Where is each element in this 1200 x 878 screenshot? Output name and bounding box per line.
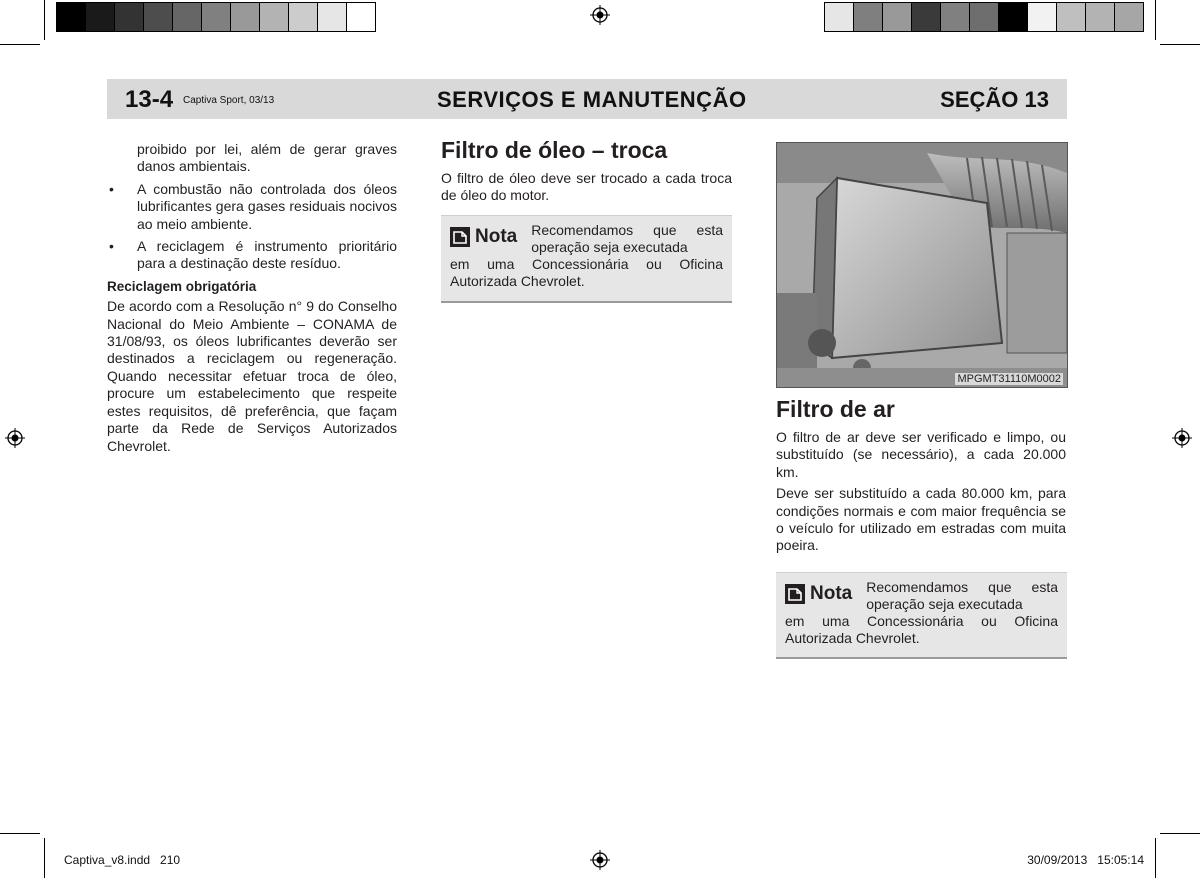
color-swatch [1057, 3, 1086, 31]
paragraph: De acordo com a Resolução n° 9 do Conselho Nacional do Meio Ambiente – CONAMA de 31/08/93, os óleos lubrificantes deverão ser destinados a reciclagem ou regeneração. Quando necessitar efetuar troca de óleo, procure um estabelecimento que respeite estes requisitos, dê preferência, que façam parte da Rede de Serviços Autorizados Chevrolet. [107, 298, 397, 454]
right-column [776, 396, 1066, 555]
continuation-text: proibido por lei, além de gerar graves danos ambientais. [137, 141, 397, 175]
crop-mark [44, 838, 45, 878]
color-swatch [318, 3, 347, 31]
color-swatch [941, 3, 970, 31]
section-label: SEÇÃO 13 [940, 87, 1049, 112]
color-swatch [825, 3, 854, 31]
section-title: Filtro de ar [776, 396, 895, 422]
note-text: Recomendamos que esta operação seja executada [531, 222, 723, 255]
crop-mark [1160, 44, 1200, 45]
note-icon [450, 227, 470, 247]
color-swatch [1086, 3, 1115, 31]
paragraph: O filtro de ar deve ser verificado e limpo, ou substituído (se necessário), a cada 20.000 km. [776, 429, 1066, 480]
list-item [107, 181, 397, 233]
engine-bay-image [777, 143, 1067, 387]
color-swatch [347, 3, 375, 31]
color-swatch [912, 3, 941, 31]
color-swatch [970, 3, 999, 31]
registration-mark-icon [590, 850, 610, 870]
section-title: Filtro de óleo – troca [441, 137, 668, 163]
header-subtitle: Captiva Sport, 03/13 [183, 95, 275, 106]
paragraph: Deve ser substituído a cada 80.000 km, para condições normais e com maior frequência se o veículo for utilizado em estradas com muita poeira. [776, 485, 1066, 554]
bullet-icon: • [109, 180, 114, 197]
color-swatch [260, 3, 289, 31]
note-box [776, 572, 1067, 659]
crop-mark [0, 833, 40, 834]
air-filter-photo [776, 142, 1068, 388]
color-bar-right [824, 2, 1144, 32]
color-swatch [883, 3, 912, 31]
bullet-text: A reciclagem é instrumento prioritário para a destinação deste resíduo. [137, 238, 397, 272]
color-swatch [854, 3, 883, 31]
bullet-icon: • [109, 238, 114, 255]
color-swatch [1028, 3, 1057, 31]
color-swatch [144, 3, 173, 31]
footer-timestamp: 30/09/2013 15:05:14 [1027, 853, 1144, 867]
color-swatch [86, 3, 115, 31]
registration-mark-icon [1172, 428, 1192, 448]
chapter-title: SERVIÇOS E MANUTENÇÃO [437, 87, 747, 112]
note-text: Recomendamos que esta operação seja executada [866, 579, 1058, 612]
registration-mark-icon [590, 5, 610, 25]
color-swatch [1115, 3, 1143, 31]
note-icon [785, 584, 805, 604]
note-text-continued: em uma Concessionária ou Oficina Autorizada Chevrolet. [450, 256, 723, 289]
note-text-continued: em uma Concessionária ou Oficina Autorizada Chevrolet. [785, 613, 1058, 646]
crop-mark [0, 44, 40, 45]
list-item [107, 238, 397, 273]
page-header [107, 79, 1067, 119]
page-number: 13-4 [125, 86, 174, 113]
bullet-text: A combustão não controlada dos óleos lubrificantes gera gases residuais nocivos ao meio ambiente. [137, 180, 397, 232]
color-swatch [115, 3, 144, 31]
registration-mark-icon [5, 428, 25, 448]
color-swatch [57, 3, 86, 31]
color-swatch [173, 3, 202, 31]
crop-mark [44, 0, 45, 40]
color-swatch [999, 3, 1028, 31]
crop-mark [1160, 833, 1200, 834]
paragraph: O filtro de óleo deve ser trocado a cada troca de óleo do motor. [441, 170, 732, 204]
crop-mark [1155, 0, 1156, 40]
image-code: MPGMT31110M0002 [957, 373, 1061, 385]
footer-filename: Captiva_v8.indd 210 [64, 853, 181, 867]
note-box [441, 215, 732, 303]
color-swatch [289, 3, 318, 31]
color-swatch [231, 3, 260, 31]
note-label: Nota [475, 226, 518, 247]
color-bar-left [56, 2, 376, 32]
crop-mark [1155, 838, 1156, 878]
middle-column [441, 137, 732, 205]
subheading: Reciclagem obrigatória [107, 278, 257, 294]
left-column [107, 141, 397, 455]
color-swatch [202, 3, 231, 31]
note-label: Nota [810, 583, 853, 604]
